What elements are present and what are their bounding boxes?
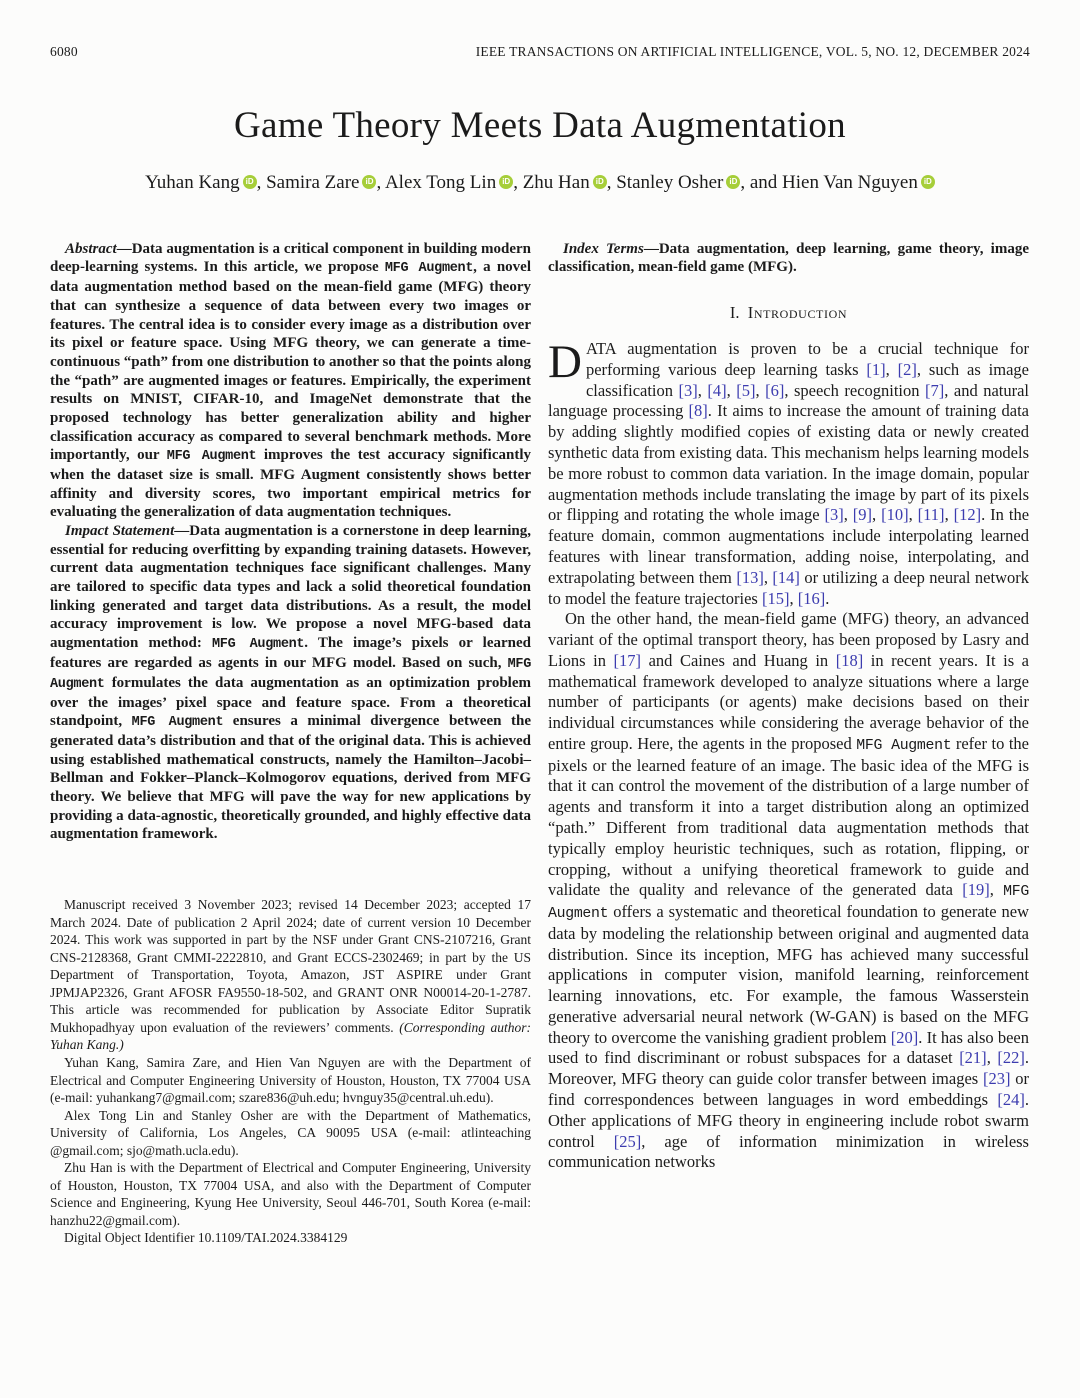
- text-segment: ,: [763, 567, 773, 587]
- text-segment: Impact Statement: [65, 523, 175, 540]
- citation-link[interactable]: [9]: [852, 505, 873, 525]
- text-segment: Index Terms: [563, 240, 644, 257]
- text-segment: ,: [755, 380, 766, 400]
- citation-link[interactable]: [3]: [824, 505, 844, 525]
- text-segment: ,: [986, 1048, 998, 1068]
- text-segment: Manuscript received 3 November 2023; revised 14 December 2023; accepted 17 March 2024. Date of publication 2 April 2024; date of current version 10 December 2024. This work was supported in part by the NSF under Grant CNS-2107216, Grant CNS-2128368, Grant CMMI-2222810, and Grant ECCS-2302469; in part by the US Department of Transportation, Toyota, Amazon, JST ASPIRE under Grant JPMJAP2326, Grant AFOSR FA9550-18-502, and GRANT ONR N00014-20-1-2787. This article was recommended for publication by Associate Editor Supratik Mukhopadhyay upon evaluation of the reviewers’ comments.: [50, 897, 531, 1035]
- text-segment: Digital Object Identifier 10.1109/TAI.2024.3384129: [64, 1230, 348, 1246]
- text-segment: —Data augmentation is a critical component in building modern deep-learning systems. In this article, we propose: [50, 240, 531, 276]
- section-number: I.: [729, 303, 740, 323]
- left-column: [50, 240, 531, 1247]
- citation-link[interactable]: [24]: [997, 1090, 1025, 1110]
- text-segment: . Other applications of MFG theory in engineering include robot swarm control: [548, 1090, 1029, 1151]
- author-name: Hien Van Nguyen: [782, 171, 918, 193]
- inline-code: MFG Augment: [384, 261, 474, 277]
- inline-code: MFG Augment: [548, 884, 1029, 923]
- citation-link[interactable]: [20]: [890, 1027, 919, 1047]
- footnote-affiliation-houston: [50, 1054, 531, 1107]
- abstract-paragraph: [50, 240, 531, 522]
- text-segment: Zhu Han is with the Department of Electrical and Computer Engineering, University of Houston, Houston, TX 77004 USA, and also with the Department of Computer Science and Engineering, Kyung Hee University, Seoul 446-701, South Korea (e-mail: hanzhu22@gmail.com).: [50, 1160, 531, 1228]
- text-segment: or utilizing a deep neural network to model the feature trajectories: [548, 567, 1030, 608]
- citation-link[interactable]: [22]: [997, 1048, 1025, 1068]
- author-name: Yuhan Kang: [145, 171, 240, 193]
- text-segment: , speech recognition: [784, 380, 926, 400]
- inline-code: MFG Augment: [50, 656, 531, 692]
- text-segment: ensures a minimal divergence between the generated data’s distribution and that of the original data. This is achieved using established mathematical constructs, namely the Hamilton–Jacobi–Bellman and Fokker–Planck–Kolmogorov equations, derived from MFG theory. We believe that MFG will pave the way for new applications by providing a data-agnostic, theoretically grounded, and highly effective data augmentation framework.: [50, 713, 531, 843]
- text-segment: . It has also been used to find discriminant or robust subspaces for a dataset: [548, 1027, 1029, 1068]
- intro-paragraph-1: [548, 336, 1030, 609]
- citation-link[interactable]: [7]: [925, 380, 945, 400]
- author-name: Stanley Osher: [616, 171, 724, 193]
- citation-link[interactable]: [12]: [953, 505, 982, 525]
- text-segment: . Moreover, MFG theory can guide color transfer between images: [548, 1048, 1030, 1089]
- inline-code: MFG Augment: [166, 449, 257, 465]
- text-segment: ,: [843, 505, 853, 525]
- text-segment: , age of information minimization in wireless communication networks: [548, 1131, 1029, 1172]
- page-number: 6080: [50, 44, 78, 59]
- author-separator: ,: [513, 171, 523, 193]
- two-column-body: [50, 240, 1030, 1247]
- footnote-block: [50, 896, 531, 1247]
- text-segment: , a novel data augmentation method based on the mean-field game (MFG) theory that can synthesize a sequence of data between every two images or features. The central idea is to consider every image as a distribution over its pixel or feature space. Using MFG theory, we can generate a time-continuous “path” from one distribution to another so that the points along the “path” are augmented images or features. Empirically, the experiment results on MNIST, CIFAR-10, and ImageNet demonstrate that the proposed technology has better generalization ability and higher classification accuracy as compared to several benchmark methods. More importantly, our: [50, 259, 531, 464]
- drop-cap: D: [548, 336, 582, 389]
- author-name: Samira Zare: [266, 171, 360, 193]
- text-segment: ,: [989, 880, 1004, 900]
- citation-link[interactable]: [14]: [772, 567, 800, 587]
- citation-link[interactable]: [19]: [962, 880, 990, 900]
- citation-link[interactable]: [8]: [688, 401, 708, 421]
- text-segment: , and natural language processing: [548, 380, 1030, 421]
- citation-link[interactable]: [4]: [707, 380, 727, 400]
- orcid-icon[interactable]: iD: [499, 175, 513, 189]
- citation-link[interactable]: [5]: [736, 380, 756, 400]
- text-segment: ,: [885, 359, 898, 379]
- citation-link[interactable]: [2]: [897, 359, 917, 379]
- citation-link[interactable]: [23]: [982, 1069, 1011, 1089]
- author-separator: , and: [740, 171, 783, 193]
- orcid-icon[interactable]: iD: [921, 175, 935, 189]
- author-separator: ,: [256, 171, 267, 193]
- text-segment: ,: [908, 505, 918, 525]
- text-segment: Alex Tong Lin and Stanley Osher are with the Department of Mathematics, University of California, Los Angeles, CA 90095 USA (e-mail: atlinteaching @gmail.com; sjo@math.ucla.edu).: [50, 1107, 531, 1158]
- text-segment: —Data augmentation, deep learning, game theory, image classification, mean-field game (MFG).: [548, 240, 1029, 276]
- inline-code: MFG Augment: [212, 637, 305, 653]
- orcid-icon[interactable]: iD: [243, 175, 257, 189]
- citation-link[interactable]: [17]: [613, 650, 642, 670]
- citation-link[interactable]: [21]: [959, 1048, 987, 1068]
- intro-paragraph-2: [548, 609, 1029, 1173]
- orcid-icon[interactable]: iD: [593, 175, 607, 189]
- text-segment: —Data augmentation is a cornerstone in deep learning, essential for reducing overfitting by expanding training datasets. However, current data augmentation techniques face significant challenges. Many are tailored to specific data types and lack a solid theoretical foundation linking generated and target data distributions. As a result, the model accuracy improvement is low. We propose a novel MFG-based data augmentation method:: [50, 523, 532, 652]
- journal-header: IEEE TRANSACTIONS ON ARTIFICIAL INTELLIGENCE, VOL. 5, NO. 12, DECEMBER 2024: [475, 44, 1030, 59]
- citation-link[interactable]: [6]: [765, 380, 785, 400]
- citation-link[interactable]: [13]: [736, 567, 764, 587]
- text-segment: On the other hand, the mean-field game (MFG) theory, an advanced variant of the optimal transport theory, has been proposed by Lasry and Lions in: [548, 609, 1029, 670]
- author-separator: ,: [606, 171, 617, 193]
- index-terms-paragraph: [548, 240, 1029, 277]
- citation-link[interactable]: [1]: [866, 359, 886, 379]
- orcid-icon[interactable]: iD: [726, 175, 740, 189]
- text-segment: refer to the pixels or the learned feature of an image. The basic idea of the MFG is that it can control the movement of the distribution of a large number of agents and transform it into a target distribution along an optimized “path.” Different from traditional data augmentation methods that typically employ heuristic techniques, such as rotation, flipping, or cropping, without a unifying theoretical framework to guide and validate the quality and relevance of the generated data: [548, 733, 1030, 900]
- text-segment: (Corresponding author: Yuhan Kang.): [50, 1019, 531, 1053]
- footnote-doi: [50, 1229, 531, 1247]
- author-separator: ,: [376, 171, 385, 193]
- impact-statement-paragraph: [50, 522, 531, 844]
- footnote-affiliation-zhu-han: [50, 1159, 531, 1229]
- citation-link[interactable]: [10]: [881, 505, 909, 525]
- running-header: [50, 44, 1030, 60]
- text-segment: ,: [944, 505, 954, 525]
- section-title: Introduction: [747, 303, 848, 323]
- text-segment: in recent years. It is a mathematical framework developed to analyze situations where a large number of participants (or agents) make decisions based on their individual circumstances while considering the average behavior of the entire group. Here, the agents in the proposed: [548, 650, 1029, 753]
- text-segment: ,: [789, 588, 798, 608]
- footnote-affiliation-ucla: [50, 1107, 531, 1160]
- text-segment: Yuhan Kang, Samira Zare, and Hien Van Nguyen are with the Department of Electrical and Computer Engineering University of Houston, Houston, TX 77004 USA (e-mail: yuhankang7@gmail.com; szare836@uh.edu; hvnguy35@central.uh.edu).: [50, 1054, 531, 1106]
- text-segment: Abstract: [65, 240, 117, 257]
- citation-link[interactable]: [25]: [613, 1131, 642, 1151]
- citation-link[interactable]: [18]: [835, 650, 864, 670]
- authors-line: [50, 172, 1030, 194]
- text-segment: ,: [872, 505, 882, 525]
- citation-link[interactable]: [11]: [917, 505, 945, 525]
- text-segment: . It aims to increase the amount of training data by adding slightly modified copies of existing data or newly created synthetic data from existing data. This mechanism helps learning models be more robust to common data variation. In the image domain, popular augmentation methods include translating the image by part of its pixels or flipping and rotating the whole image: [548, 401, 1029, 525]
- section-heading-introduction: [548, 303, 1029, 323]
- right-column: [548, 240, 1029, 1247]
- text-segment: ATA augmentation is proven to be a crucial technique for performing various deep learning tasks: [585, 339, 1029, 379]
- intro-paragraph-1-text: [548, 336, 1030, 608]
- author-name: Alex Tong Lin: [384, 171, 497, 193]
- text-segment: offers a systematic and theoretical foundation to generate new data by modeling the relationship between original and augmented data distribution. Since its inception, MFG has achieved many successful applications in computer vision, manifold learning, reinforcement learning innovations, etc. For example, the famous Wasserstein generative adversarial neural network (W-GAN) is based on the MFG theory to overcome the vanishing gradient problem: [548, 902, 1029, 1047]
- text-segment: , such as image classification: [585, 359, 1029, 400]
- text-segment: and Caines and Huang in: [641, 650, 836, 670]
- text-segment: ,: [697, 380, 708, 400]
- author-name: Zhu Han: [522, 171, 590, 193]
- text-segment: ,: [726, 380, 737, 400]
- footnote-manuscript: [50, 896, 531, 1054]
- paper-title: Game Theory Meets Data Augmentation: [234, 105, 846, 146]
- text-segment: . In the feature domain, common augmentations include interpolating learned features with linear transformation, adding noise, interpolating, and extrapolating between them: [548, 505, 1030, 587]
- orcid-icon[interactable]: iD: [362, 175, 376, 189]
- inline-code: MFG Augment: [856, 737, 952, 754]
- citation-link[interactable]: [15]: [761, 588, 790, 608]
- citation-link[interactable]: [16]: [797, 588, 826, 608]
- text-segment: . The image’s pixels or learned features are regarded as agents in our MFG model. Based on such,: [50, 635, 531, 671]
- text-segment: .: [825, 588, 830, 608]
- text-segment: or find correspondences between languages in word embeddings: [548, 1069, 1029, 1110]
- citation-link[interactable]: [3]: [678, 380, 698, 400]
- text-segment: improves the test accuracy significantly when the dataset size is small. MFG Augment consistently shows better affinity and diversity scores, two important empirical metrics for evaluating the generalization of data augmentation techniques.: [50, 447, 531, 521]
- inline-code: MFG Augment: [131, 715, 224, 731]
- text-segment: formulates the data augmentation as an optimization problem over the images’ pixel space and feature space. From a theoretical standpoint,: [50, 674, 531, 730]
